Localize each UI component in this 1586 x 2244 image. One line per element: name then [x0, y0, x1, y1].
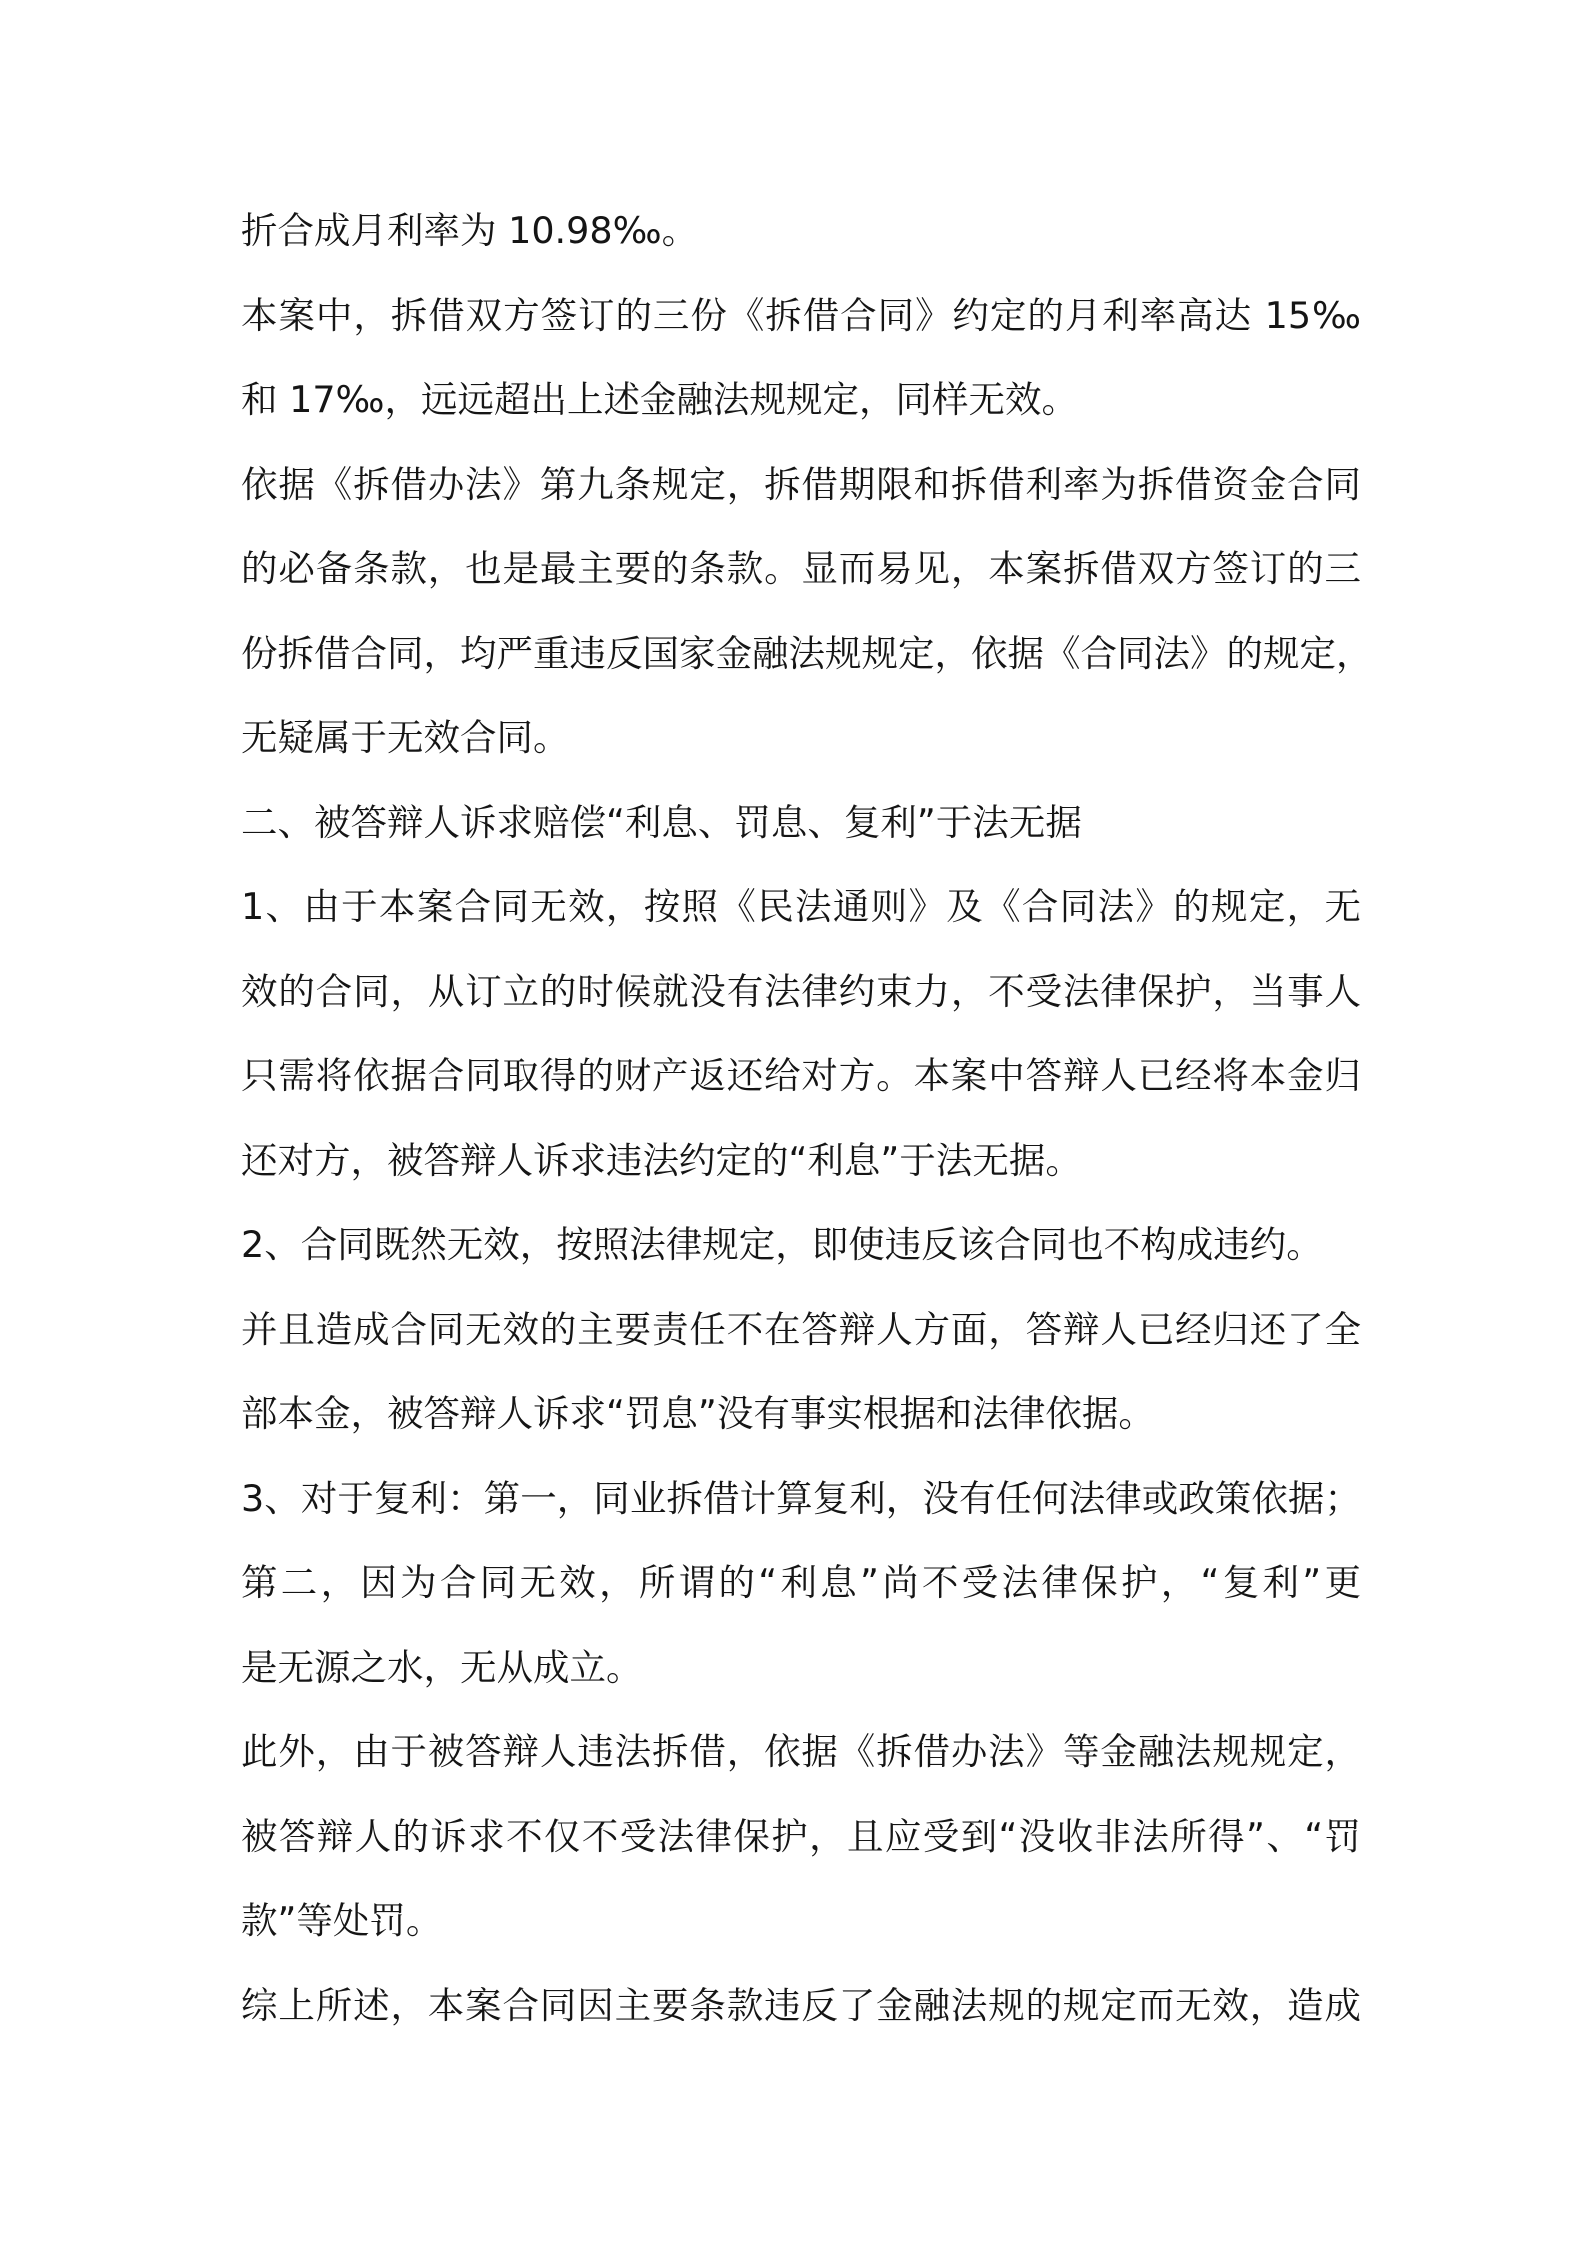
text-line: 的必备条款，也是最主要的条款。显而易见，本案拆借双方签订的三 [241, 547, 1361, 590]
text-line: 效的合同，从订立的时候就没有法律约束力，不受法律保护，当事人 [241, 969, 1361, 1013]
text-line: 本案中，拆借双方签订的三份《拆借合同》约定的月利率高达 15‰ [241, 293, 1361, 337]
text-line: 还对方，被答辩人诉求违法约定的“利息”于法无据。 [241, 1138, 1082, 1182]
text-line: 第二，因为合同无效，所谓的“利息”尚不受法律保护，“复利”更 [241, 1561, 1361, 1604]
text-line: 只需将依据合同取得的财产返还给对方。本案中答辩人已经将本金归 [241, 1054, 1361, 1097]
text-line: 和 17‰，远远超出上述金融法规规定，同样无效。 [241, 378, 1079, 421]
text-line: 2、合同既然无效，按照法律规定，即使违反该合同也不构成违约。 [241, 1223, 1323, 1266]
text-line: 依据《拆借办法》第九条规定，拆借期限和拆借利率为拆借资金合同 [241, 462, 1361, 506]
text-line: 并且造成合同无效的主要责任不在答辩人方面，答辩人已经归还了全 [241, 1307, 1361, 1351]
text-line: 是无源之水，无从成立。 [241, 1645, 643, 1689]
text-line: 折合成月利率为 10.98‰。 [241, 209, 699, 252]
text-line: 无疑属于无效合同。 [241, 716, 570, 759]
section-heading: 二、被答辩人诉求赔偿“利息、罚息、复利”于法无据 [241, 800, 1082, 844]
document-body [241, 189, 1373, 2048]
text-line: 此外，由于被答辩人违法拆借，依据《拆借办法》等金融法规规定， [241, 1730, 1361, 1773]
text-line: 部本金，被答辩人诉求“罚息”没有事实根据和法律依据。 [241, 1392, 1155, 1435]
text-line: 3、对于复利：第一，同业拆借计算复利，没有任何法律或政策依据； [241, 1476, 1361, 1520]
text-line: 份拆借合同，均严重违反国家金融法规规定，依据《合同法》的规定， [241, 631, 1373, 675]
text-line: 款”等处罚。 [241, 1899, 443, 1942]
text-line: 综上所述，本案合同因主要条款违反了金融法规的规定而无效，造成 [241, 1983, 1361, 2027]
text-line: 1、由于本案合同无效，按照《民法通则》及《合同法》的规定，无 [241, 885, 1361, 928]
text-line: 被答辩人的诉求不仅不受法律保护，且应受到“没收非法所得”、“罚 [241, 1814, 1361, 1858]
